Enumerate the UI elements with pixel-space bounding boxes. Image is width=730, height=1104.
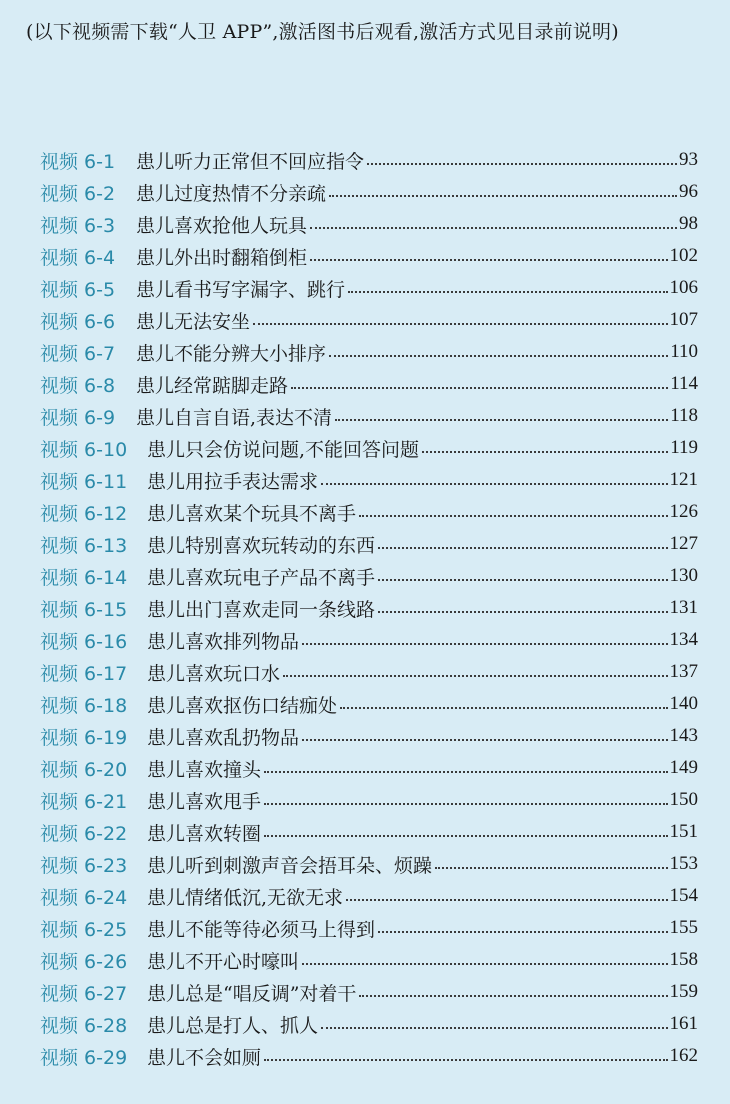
toc-entry[interactable] <box>40 816 698 848</box>
toc-entry[interactable] <box>40 1008 698 1040</box>
toc-entry[interactable] <box>40 624 698 656</box>
video-number: 视频 6-27 <box>40 982 128 1005</box>
entry-title: 患儿喜欢玩电子产品不离手 <box>147 566 376 589</box>
dot-leader <box>310 227 677 229</box>
video-number: 视频 6-15 <box>40 598 128 621</box>
toc-entry[interactable] <box>40 528 698 560</box>
video-number: 视频 6-28 <box>40 1014 128 1037</box>
page-number: 158 <box>669 949 698 970</box>
toc-entry[interactable] <box>40 176 698 208</box>
toc-entry[interactable] <box>40 304 698 336</box>
page-number: 149 <box>669 757 698 778</box>
video-number: 视频 6-21 <box>40 790 128 813</box>
page-number: 150 <box>669 789 698 810</box>
dot-leader <box>359 995 667 997</box>
dot-leader <box>348 291 667 293</box>
video-number: 视频 6-20 <box>40 758 128 781</box>
toc-entry[interactable] <box>40 272 698 304</box>
dot-leader <box>283 675 667 677</box>
dot-leader <box>291 387 668 389</box>
page-number: 162 <box>669 1045 698 1066</box>
page-number: 107 <box>669 309 698 330</box>
dot-leader <box>253 323 667 325</box>
dot-leader <box>329 195 677 197</box>
dot-leader <box>321 483 667 485</box>
video-number: 视频 6-4 <box>40 246 116 269</box>
toc-entry[interactable] <box>40 1040 698 1072</box>
page-number: 143 <box>669 725 698 746</box>
entry-title: 患儿不能分辨大小排序 <box>136 342 327 365</box>
page-number: 137 <box>669 661 698 682</box>
page-number: 159 <box>669 981 698 1002</box>
toc-entry[interactable] <box>40 720 698 752</box>
entry-title: 患儿无法安坐 <box>136 310 251 333</box>
dot-leader <box>264 1059 667 1061</box>
video-number: 视频 6-2 <box>40 182 116 205</box>
toc-entry[interactable] <box>40 944 698 976</box>
entry-title: 患儿喜欢抠伤口结痂处 <box>147 694 338 717</box>
page-number: 96 <box>679 181 698 202</box>
entry-title: 患儿出门喜欢走同一条线路 <box>147 598 376 621</box>
dot-leader <box>329 355 668 357</box>
video-number: 视频 6-22 <box>40 822 128 845</box>
video-number: 视频 6-19 <box>40 726 128 749</box>
entry-title: 患儿外出时翻箱倒柜 <box>136 246 308 269</box>
page-number: 119 <box>670 437 698 458</box>
entry-title: 患儿自言自语,表达不清 <box>136 406 333 429</box>
dot-leader <box>302 643 667 645</box>
page-number: 127 <box>669 533 698 554</box>
page-number: 98 <box>679 213 698 234</box>
toc-entry[interactable] <box>40 912 698 944</box>
video-number: 视频 6-6 <box>40 310 116 333</box>
video-number: 视频 6-8 <box>40 374 116 397</box>
entry-title: 患儿看书写字漏字、跳行 <box>136 278 346 301</box>
dot-leader <box>302 963 667 965</box>
activation-note: (以下视频需下载“人卫 APP”,激活图书后观看,激活方式见目录前说明) <box>26 21 619 43</box>
toc-entry[interactable] <box>40 560 698 592</box>
dot-leader <box>378 611 667 613</box>
video-number: 视频 6-29 <box>40 1046 128 1069</box>
entry-title: 患儿听力正常但不回应指令 <box>136 150 365 173</box>
video-number: 视频 6-16 <box>40 630 128 653</box>
video-number: 视频 6-5 <box>40 278 116 301</box>
page-number: 155 <box>669 917 698 938</box>
page-number: 126 <box>669 501 698 522</box>
dot-leader <box>422 451 668 453</box>
page-number: 110 <box>670 341 698 362</box>
toc-entry[interactable] <box>40 496 698 528</box>
page-number: 134 <box>669 629 698 650</box>
entry-title: 患儿情绪低沉,无欲无求 <box>147 886 344 909</box>
dot-leader <box>310 259 667 261</box>
entry-title: 患儿只会仿说问题,不能回答问题 <box>147 438 420 461</box>
entry-title: 患儿喜欢排列物品 <box>147 630 300 653</box>
page-number: 121 <box>669 469 698 490</box>
toc-entry[interactable] <box>40 592 698 624</box>
toc-entry[interactable] <box>40 400 698 432</box>
entry-title: 患儿喜欢转圈 <box>147 822 262 845</box>
entry-title: 患儿喜欢甩手 <box>147 790 262 813</box>
dot-leader <box>367 163 677 165</box>
video-number: 视频 6-26 <box>40 950 128 973</box>
video-number: 视频 6-7 <box>40 342 116 365</box>
dot-leader <box>435 867 667 869</box>
entry-title: 患儿听到刺激声音会捂耳朵、烦躁 <box>147 854 433 877</box>
dot-leader <box>378 547 667 549</box>
entry-title: 患儿不开心时嚎叫 <box>147 950 300 973</box>
toc-entry[interactable] <box>40 144 698 176</box>
entry-title: 患儿喜欢玩口水 <box>147 662 281 685</box>
video-number: 视频 6-17 <box>40 662 128 685</box>
page-number: 102 <box>669 245 698 266</box>
dot-leader <box>378 931 667 933</box>
entry-title: 患儿喜欢某个玩具不离手 <box>147 502 357 525</box>
page-number: 131 <box>669 597 698 618</box>
entry-title: 患儿用拉手表达需求 <box>147 470 319 493</box>
page-number: 106 <box>669 277 698 298</box>
entry-title: 患儿总是“唱反调”对着干 <box>147 982 357 1005</box>
dot-leader <box>321 1027 667 1029</box>
video-number: 视频 6-14 <box>40 566 128 589</box>
video-number: 视频 6-24 <box>40 886 128 909</box>
video-number: 视频 6-1 <box>40 150 116 173</box>
video-number: 视频 6-13 <box>40 534 128 557</box>
dot-leader <box>340 707 667 709</box>
entry-title: 患儿喜欢撞头 <box>147 758 262 781</box>
toc-entry[interactable] <box>40 784 698 816</box>
page-number: 118 <box>670 405 698 426</box>
entry-title: 患儿总是打人、抓人 <box>147 1014 319 1037</box>
entry-title: 患儿过度热情不分亲疏 <box>136 182 327 205</box>
entry-title: 患儿不会如厕 <box>147 1046 262 1069</box>
video-number: 视频 6-18 <box>40 694 128 717</box>
video-toc-list <box>40 144 698 1072</box>
dot-leader <box>378 579 667 581</box>
toc-entry[interactable] <box>40 336 698 368</box>
page-number: 140 <box>669 693 698 714</box>
video-number: 视频 6-9 <box>40 406 116 429</box>
page-number: 93 <box>679 149 698 170</box>
dot-leader <box>302 739 667 741</box>
entry-title: 患儿经常踮脚走路 <box>136 374 289 397</box>
page-number: 151 <box>669 821 698 842</box>
video-number: 视频 6-23 <box>40 854 128 877</box>
page-number: 153 <box>669 853 698 874</box>
toc-entry[interactable] <box>40 752 698 784</box>
page-number: 130 <box>669 565 698 586</box>
page-number: 114 <box>670 373 698 394</box>
toc-entry[interactable] <box>40 240 698 272</box>
toc-entry[interactable] <box>40 208 698 240</box>
toc-entry[interactable] <box>40 656 698 688</box>
toc-entry[interactable] <box>40 848 698 880</box>
toc-entry[interactable] <box>40 464 698 496</box>
dot-leader <box>264 803 667 805</box>
toc-entry[interactable] <box>40 432 698 464</box>
dot-leader <box>359 515 667 517</box>
video-number: 视频 6-11 <box>40 470 128 493</box>
dot-leader <box>264 771 667 773</box>
toc-entry[interactable] <box>40 976 698 1008</box>
entry-title: 患儿喜欢乱扔物品 <box>147 726 300 749</box>
dot-leader <box>346 899 667 901</box>
entry-title: 患儿特别喜欢玩转动的东西 <box>147 534 376 557</box>
page-number: 154 <box>669 885 698 906</box>
dot-leader <box>264 835 667 837</box>
toc-entry[interactable] <box>40 368 698 400</box>
entry-title: 患儿喜欢抢他人玩具 <box>136 214 308 237</box>
video-number: 视频 6-12 <box>40 502 128 525</box>
dot-leader <box>335 419 668 421</box>
video-number: 视频 6-3 <box>40 214 116 237</box>
page-number: 161 <box>669 1013 698 1034</box>
video-number: 视频 6-25 <box>40 918 128 941</box>
video-number: 视频 6-10 <box>40 438 128 461</box>
entry-title: 患儿不能等待必须马上得到 <box>147 918 376 941</box>
toc-entry[interactable] <box>40 880 698 912</box>
toc-entry[interactable] <box>40 688 698 720</box>
